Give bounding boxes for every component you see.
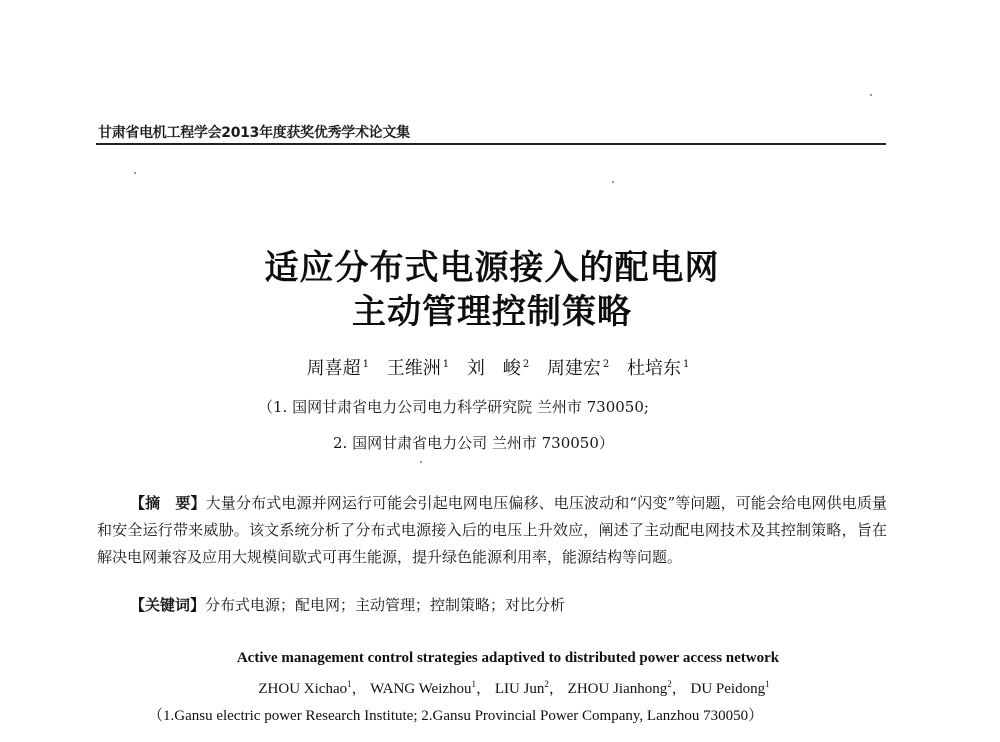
english-author: DU Peidong$^1$ bbox=[690, 679, 770, 697]
affiliation-line-2: 2. 国网甘肃省电力公司 兰州市 730050） bbox=[333, 434, 614, 452]
english-author: ZHOU Jianhong$^2$， bbox=[567, 679, 687, 697]
author: 杜培东 $^1$ bbox=[627, 358, 690, 379]
keywords-text: 分布式电源；配电网；主动管理；控制策略；对比分析 bbox=[205, 596, 566, 614]
english-affiliation: （1.Gansu electric power Research Institute; 2.Gansu Provincial Power Company, Lanzhou 730050） bbox=[148, 708, 764, 724]
author: 王维洲 $^1$ bbox=[386, 358, 450, 379]
english-author-list bbox=[14, 677, 1000, 698]
scan-speck bbox=[612, 181, 614, 183]
paper-title-line-2: 主动管理控制策略 bbox=[352, 292, 632, 332]
scan-speck bbox=[420, 461, 422, 463]
keywords-label: 【关键词】 bbox=[130, 596, 206, 614]
author: 刘 峻 $^2$ bbox=[466, 358, 530, 379]
english-author: LIU Jun$^2$， bbox=[494, 679, 564, 697]
scan-speck bbox=[134, 172, 136, 174]
keywords bbox=[130, 594, 565, 615]
abstract-paragraph bbox=[97, 490, 887, 571]
author: 周喜超 $^1$ bbox=[306, 358, 369, 379]
english-author: WANG Weizhou$^1$， bbox=[370, 679, 492, 697]
abstract bbox=[97, 490, 887, 571]
abstract-label: 【摘 要】 bbox=[130, 494, 206, 512]
header-rule bbox=[96, 143, 886, 145]
author: 周建宏 $^2$ bbox=[546, 358, 610, 379]
running-header: 甘肃省电机工程学会2013年度获奖优秀学术论文集 bbox=[98, 125, 410, 141]
english-title: Active management control strategies adaptived to distributed power access network bbox=[236, 650, 780, 666]
scan-speck bbox=[870, 94, 872, 96]
paper-title-line-1: 适应分布式电源接入的配电网 bbox=[264, 248, 720, 288]
affiliation-line-1: （1. 国网甘肃省电力公司电力科学研究院 兰州市 730050; bbox=[258, 398, 649, 416]
english-author: ZHOU Xichao$^1$， bbox=[258, 679, 367, 697]
author-list bbox=[0, 354, 998, 380]
abstract-text: 大量分布式电源并网运行可能会引起电网电压偏移、电压波动和“闪变”等问题，可能会给电网供电质量和安全运行带来威胁。该文系统分析了分布式电源接入后的电压上升效应，阐述了主动配电网技术及其控制策略，旨在解决电网兼容及应用大规模间歇式可再生能源，提升绿色能源利用率，能源结构等问题。 bbox=[97, 494, 887, 566]
